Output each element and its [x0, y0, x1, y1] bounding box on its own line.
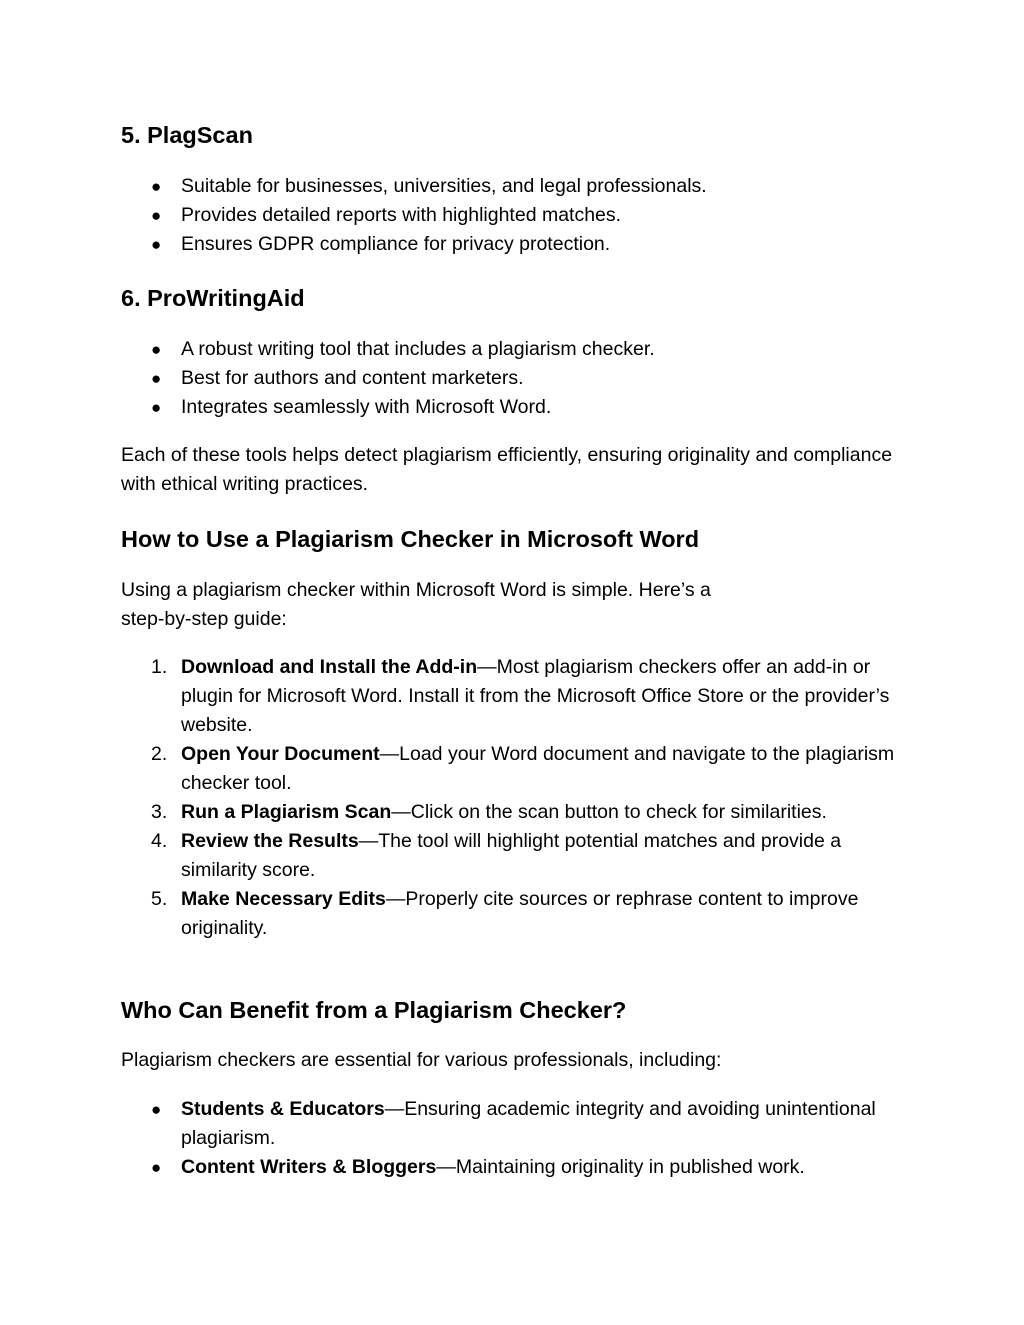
heading-who-can-benefit: Who Can Benefit from a Plagiarism Checker?	[121, 997, 627, 1023]
step-item	[121, 827, 911, 885]
list-item-text: Suitable for businesses, universities, and legal professionals.	[181, 175, 707, 197]
step-title: Open Your Document	[181, 743, 380, 765]
heading-plagscan: 5. PlagScan	[121, 122, 253, 148]
list-item	[121, 1153, 921, 1182]
step-item	[121, 798, 911, 827]
step-item	[121, 653, 911, 740]
step-text: —Properly cite sources or rephrase content to improve originality.	[181, 888, 859, 939]
list-item	[121, 364, 921, 393]
step-title: Make Necessary Edits	[181, 888, 386, 910]
heading-how-to-use: How to Use a Plagiarism Checker in Microsoft Word	[121, 526, 700, 552]
plagscan-bullet-list	[121, 172, 921, 259]
summary-paragraph: Each of these tools helps detect plagiarism efficiently, ensuring originality and compliance with ethical writing practices.	[121, 444, 893, 495]
list-item-text: A robust writing tool that includes a plagiarism checker.	[181, 338, 655, 360]
who-bullet-list	[121, 1095, 921, 1182]
list-item-text: Best for authors and content marketers.	[181, 367, 524, 389]
how-to-intro-line2: step-by-step guide:	[121, 608, 287, 630]
how-to-intro-line1: Using a plagiarism checker within Microsoft Word is simple. Here’s a	[121, 579, 711, 601]
bullet-icon: ●	[151, 398, 162, 417]
prowritingaid-bullet-list	[121, 335, 921, 422]
step-number: 2.	[151, 743, 168, 765]
step-item	[121, 885, 911, 943]
bullet-icon: ●	[151, 177, 162, 196]
step-text: —The tool will highlight potential matches and provide a similarity score.	[181, 830, 842, 881]
list-item-title: Students & Educators	[181, 1098, 385, 1120]
step-number: 5.	[151, 888, 168, 910]
who-intro: Plagiarism checkers are essential for various professionals, including:	[121, 1049, 722, 1071]
list-item	[121, 230, 921, 259]
step-title: Run a Plagiarism Scan	[181, 801, 392, 823]
list-item-text: —Maintaining originality in published work.	[436, 1156, 805, 1178]
step-number: 1.	[151, 656, 168, 678]
bullet-icon: ●	[151, 1158, 162, 1177]
step-title: Download and Install the Add-in	[181, 656, 478, 678]
step-number: 4.	[151, 830, 168, 852]
list-item-text: —Ensuring academic integrity and avoiding unintentional plagiarism.	[181, 1098, 876, 1149]
how-to-intro	[121, 576, 901, 634]
bullet-icon: ●	[151, 340, 162, 359]
bullet-icon: ●	[151, 206, 162, 225]
bullet-icon: ●	[151, 1100, 162, 1119]
list-item	[121, 172, 921, 201]
list-item	[121, 335, 921, 364]
list-item	[121, 201, 921, 230]
list-item	[121, 1095, 921, 1153]
step-item	[121, 740, 911, 798]
bullet-icon: ●	[151, 369, 162, 388]
list-item-text: Provides detailed reports with highlighted matches.	[181, 204, 622, 226]
step-number: 3.	[151, 801, 168, 823]
step-text: —Load your Word document and navigate to the plagiarism checker tool.	[181, 743, 895, 794]
step-text: —Click on the scan button to check for similarities.	[391, 801, 827, 823]
bullet-icon: ●	[151, 235, 162, 254]
list-item-title: Content Writers & Bloggers	[181, 1156, 437, 1178]
list-item-text: Integrates seamlessly with Microsoft Word.	[181, 396, 552, 418]
how-to-steps-list	[121, 653, 911, 943]
list-item	[121, 393, 921, 422]
step-text: —Most plagiarism checkers offer an add-in or plugin for Microsoft Word. Install it from the Microsoft Office Store or the provider’s website.	[181, 656, 890, 736]
list-item-text: Ensures GDPR compliance for privacy protection.	[181, 233, 611, 255]
heading-prowritingaid: 6. ProWritingAid	[121, 285, 305, 311]
step-title: Review the Results	[181, 830, 359, 852]
